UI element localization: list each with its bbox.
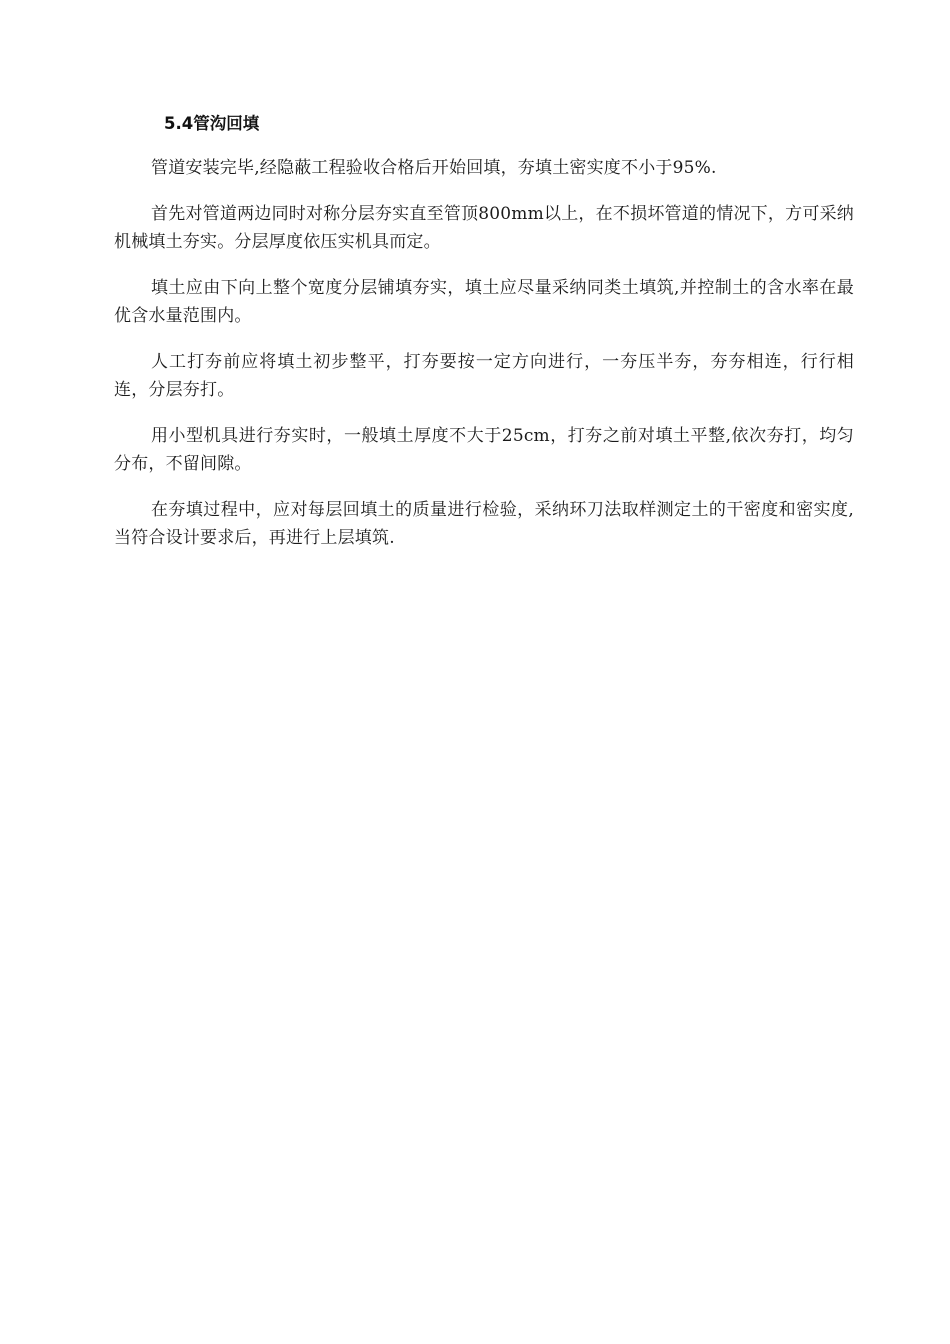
section-heading: 5.4管沟回填 — [164, 114, 260, 133]
paragraph-manual-tamping: 人工打夯前应将填土初步整平，打夯要按一定方向进行，一夯压半夯，夯夯相连，行行相连，分层夯打。 — [114, 352, 854, 400]
paragraph-quality-inspection: 在夯填过程中，应对每层回填土的质量进行检验，采纳环刀法取样测定土的干密度和密实度,当符合设计要求后，再进行上层填筑. — [114, 500, 854, 548]
paragraph-fill-spreading: 填土应由下向上整个宽度分层铺填夯实，填土应尽量采纳同类土填筑,并控制土的含水率在最优含水量范围内。 — [114, 278, 854, 326]
paragraph-machine-tamping: 用小型机具进行夯实时，一般填土厚度不大于25cm，打夯之前对填土平整,依次夯打，均匀分布，不留间隙。 — [114, 426, 854, 474]
paragraph-backfill-start: 管道安装完毕,经隐蔽工程验收合格后开始回填，夯填土密实度不小于95%. — [151, 158, 717, 178]
document-body — [114, 110, 854, 570]
paragraph-layered-compaction: 首先对管道两边同时对称分层夯实直至管顶800mm以上，在不损坏管道的情况下，方可采纳机械填土夯实。分层厚度依压实机具而定。 — [114, 204, 854, 252]
